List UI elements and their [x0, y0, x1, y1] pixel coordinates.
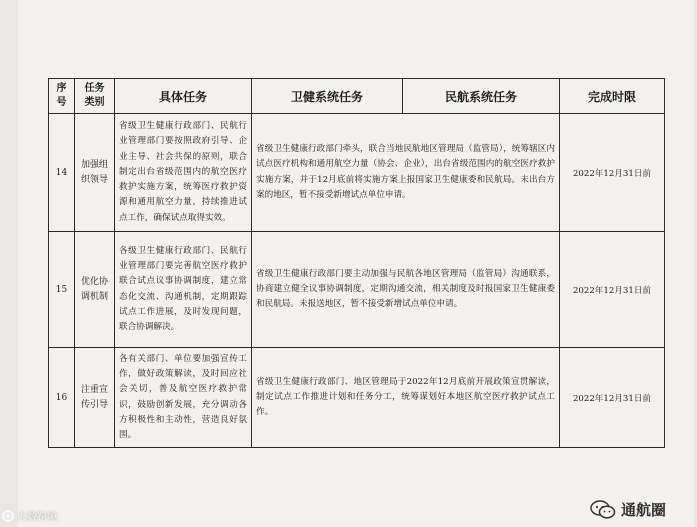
wechat-icon: [590, 500, 616, 520]
header-aviation: 民航系统任务: [403, 79, 560, 114]
table-row: [49, 232, 665, 348]
table-row: [49, 348, 665, 448]
watermark-right: [590, 499, 666, 520]
header-deadline: 完成时限: [560, 79, 665, 114]
row-task: 各有关部门、单位要加强宣传工作，做好政策解读，及时回应社会关切，普及航空医疗救护常识，鼓励创新发展，充分调动各方积极性和主动性，营造良好氛围。: [115, 348, 252, 448]
row-seq: 14: [49, 114, 75, 232]
row-deadline: 2022年12月31日前: [560, 232, 665, 348]
header-task: 具体任务: [115, 79, 252, 114]
row-task: 各级卫生健康行政部门、民航行业管理部门要完善航空医疗救护联合试点议事协调制度，建立常态化交流、沟通机制，定期跟踪试点工作进展，及时发现问题，联合协调解决。: [115, 232, 252, 348]
header-type: 任务类别: [75, 79, 115, 114]
row-task: 省级卫生健康行政部门、民航行业管理部门要按照政府引导、企业主导、社会共保的原则，联合制定出台省级范围内的航空医疗救护实施方案，统筹医疗救护资源和通用航空力量，持续推进试点工作，确保试点取得实效。: [115, 114, 252, 232]
header-seq: 序号: [49, 79, 75, 114]
row-deadline: 2022年12月31日前: [560, 348, 665, 448]
camera-logo-icon: [2, 510, 14, 522]
row-deadline: 2022年12月31日前: [560, 114, 665, 232]
row-joint-task: 省级卫生健康行政部门要主动加强与民航各地区管理局（监管局）沟通联系，协商建立健全议事协调制度，定期沟通交流，相关制度及时报国家卫生健康委和民航局。未报送地区，暂不接受新增试点单位申请。: [252, 232, 560, 348]
table-row: [49, 114, 665, 232]
task-table: [48, 78, 665, 448]
row-joint-task: 省级卫生健康行政部门牵头，联合当地民航地区管理局（监管局），统筹辖区内试点医疗机构和通用航空力量（协会、企业），出台省级范围内的航空医疗救护实施方案，并于12月底前将实施方案上报国家卫生健康委和民航局。未出台方案的地区，暂不接受新增试点单位申请。: [252, 114, 560, 232]
row-joint-task: 省级卫生健康行政部门、地区管理局于2022年12月底前开展政策宣贯解读，制定试点工作推进计划和任务分工，统筹谋划好本地区航空医疗救护试点工作。: [252, 348, 560, 448]
row-seq: 15: [49, 232, 75, 348]
watermark-left-text: 大数跨境: [17, 512, 57, 523]
row-type: 加强组织领导: [75, 114, 115, 232]
table-header-row: [49, 79, 665, 114]
header-health: 卫健系统任务: [252, 79, 403, 114]
watermark-left: [2, 508, 57, 523]
watermark-right-text: 通航圈: [621, 501, 667, 519]
row-type: 注重宣传引导: [75, 348, 115, 448]
row-type: 优化协调机制: [75, 232, 115, 348]
row-seq: 16: [49, 348, 75, 448]
